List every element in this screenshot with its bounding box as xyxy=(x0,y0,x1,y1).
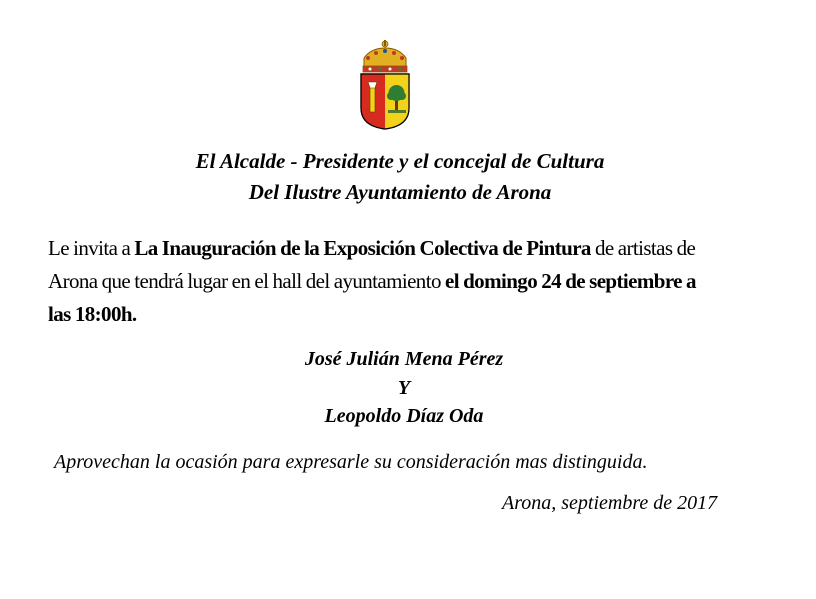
event-date: el domingo 24 de septiembre a xyxy=(445,269,696,293)
signatory-name-2: Leopoldo Díaz Oda xyxy=(324,405,484,427)
body-line2-a: Arona que tendrá lugar en el hall del ayuntamiento xyxy=(48,269,445,293)
coat-of-arms-icon xyxy=(358,38,412,130)
header-title-line1: El Alcalde - Presidente y el concejal de Cultura xyxy=(195,149,605,173)
body-line1-c: de artistas de xyxy=(590,236,696,260)
header-title-line2: Del Ilustre Ayuntamiento de Arona xyxy=(248,180,552,204)
body-line1-a: Le invita a xyxy=(48,236,135,260)
signatory-name-1: José Julián Mena Pérez xyxy=(304,348,504,370)
body-line-3 xyxy=(48,298,778,331)
event-title: La Inauguración de la Exposición Colectiva de Pintura xyxy=(134,236,591,260)
invitation-body xyxy=(48,232,778,331)
body-line-1 xyxy=(48,232,778,265)
signatory-connector: Y xyxy=(397,377,411,399)
place-and-date: Arona, septiembre de 2017 xyxy=(502,492,718,514)
body-line-2 xyxy=(48,265,778,298)
closing-sentence: Aprovechan la ocasión para expresarle su consideración mas distinguida. xyxy=(54,451,648,473)
event-time: las 18:00h. xyxy=(48,302,137,326)
